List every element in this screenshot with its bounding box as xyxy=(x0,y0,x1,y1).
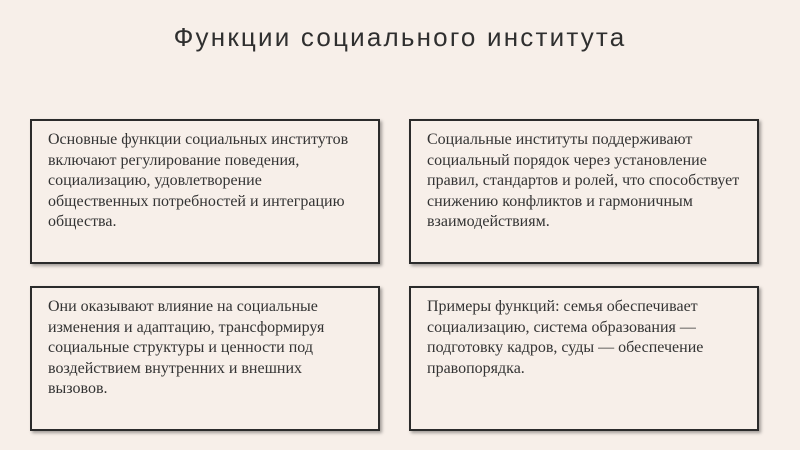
text-card-examples xyxy=(409,286,759,431)
text-card-social-change xyxy=(30,286,380,431)
text-card-main-functions xyxy=(30,119,380,264)
card-text: Основные функции социальных институтов включают регулирование поведения, социализацию, удовлетворение общественных потребностей и интеграцию общества. xyxy=(48,131,349,230)
text-card-social-order xyxy=(409,119,759,264)
card-text: Примеры функций: семья обеспечивает социализацию, система образования — подготовку кадров, суды — обеспечение правопорядка. xyxy=(427,298,704,377)
card-text: Они оказывают влияние на социальные изменения и адаптацию, трансформируя социальные структуры и ценности под воздействием внутренних и внешних вызовов. xyxy=(48,298,325,397)
card-text: Социальные институты поддерживают социальный порядок через установление правил, стандартов и ролей, что способствует снижению конфликтов и гармоничным взаимодействиям. xyxy=(427,131,740,230)
page-title: Функции социального института xyxy=(173,22,627,52)
